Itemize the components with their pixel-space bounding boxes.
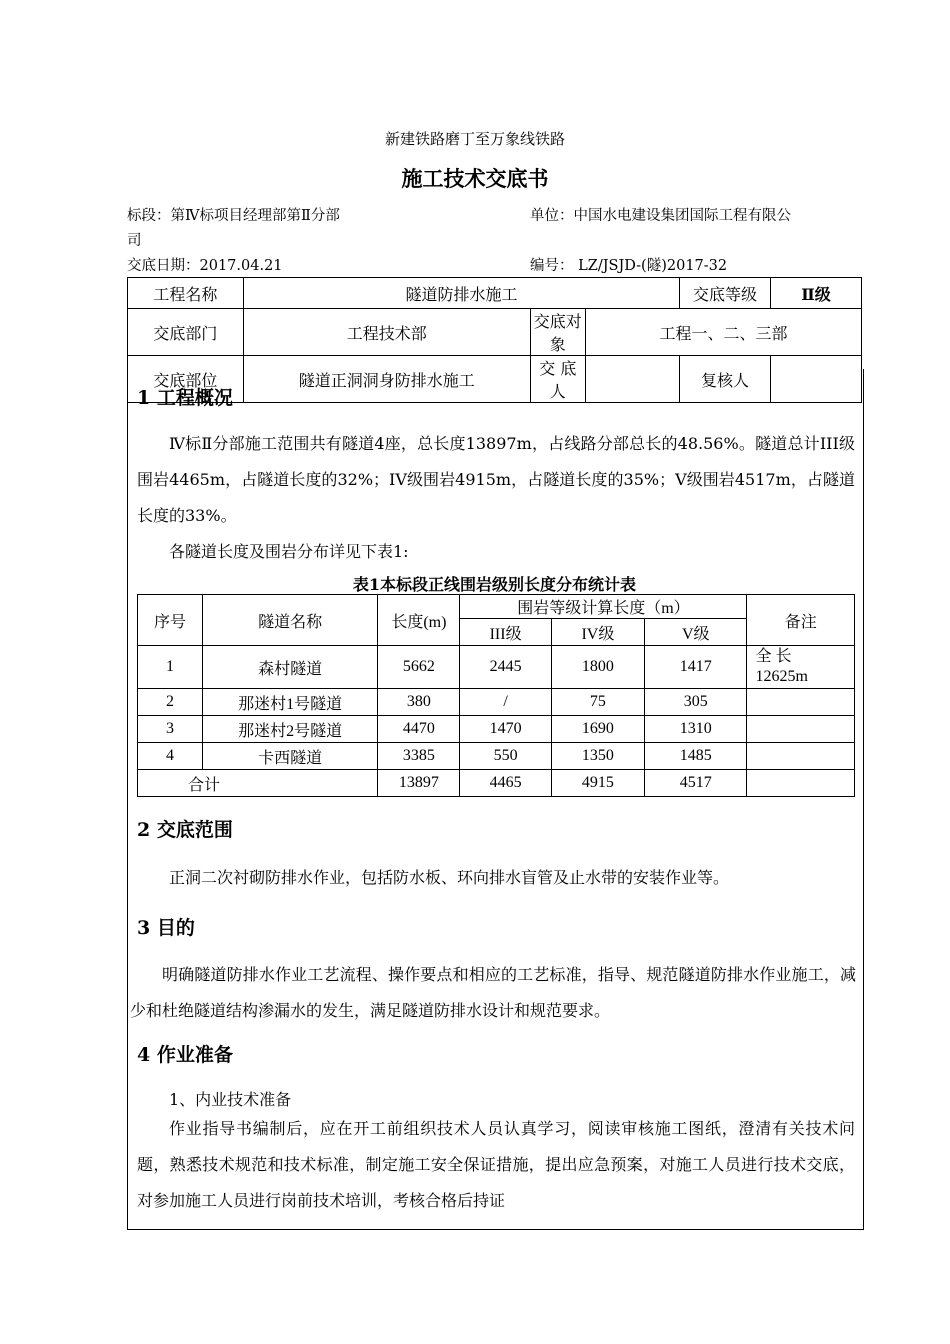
total-label: 合计 <box>138 770 378 797</box>
section-3-para: 明确隧道防排水作业工艺流程、操作要点和相应的工艺标准，指导、规范隧道防排水作业施工，减少和杜绝隧道结构渗漏水的发生，满足隧道防排水设计和规范要求。 <box>130 965 856 1020</box>
section-4-item-1: 1、内业技术准备 <box>169 1090 292 1109</box>
unit-label: 单位：中国水电建设集团国际工程有限公 <box>530 208 791 224</box>
content-box <box>127 369 864 1230</box>
section-1-para-2: 各隧道长度及围岩分布详见下表1: <box>169 542 409 561</box>
cell-iii: 1470 <box>460 716 551 743</box>
cell-length: 4470 <box>378 716 460 743</box>
cell-iv: 1800 <box>551 646 644 689</box>
table-row <box>138 716 855 743</box>
cell-length: 380 <box>378 689 460 716</box>
cell-iv: 1690 <box>551 716 644 743</box>
doc-title: 施工技术交底书 <box>401 166 549 191</box>
cell-iii: / <box>460 689 551 716</box>
table-row <box>138 689 855 716</box>
cell-note: 全 长 12625m <box>747 646 855 689</box>
cell-iv: 75 <box>551 689 644 716</box>
section-label: 标段：第Ⅳ标项目经理部第Ⅱ分部 <box>127 208 340 224</box>
cell-iii: 2445 <box>460 646 551 689</box>
doc-subtitle: 新建铁路磨丁至万象线铁路 <box>384 130 565 148</box>
table-row <box>138 646 855 689</box>
section-4-para: 作业指导书编制后，应在开工前组织技术人员认真学习，阅读审核施工图纸，澄清有关技术问题，熟悉技术规范和技术标准，制定施工安全保证措施，提出应急预案，对施工人员进行技术交底，对参加施工人员进行岗前技术培训，考核合格后持证 <box>137 1119 855 1210</box>
table-caption: 表1本标段正线围岩级别长度分布统计表 <box>352 575 637 594</box>
cell-name: 卡西隧道 <box>202 743 377 770</box>
th-name: 隧道名称 <box>202 595 377 646</box>
total-iv: 4915 <box>551 770 644 797</box>
dept-label: 交底部门 <box>128 309 244 356</box>
level-value: Ⅱ级 <box>771 278 862 309</box>
th-grade-v: V级 <box>645 619 747 646</box>
project-name: 隧道防排水施工 <box>243 278 679 309</box>
total-row <box>138 770 855 797</box>
position-label: 交底部位 <box>128 356 244 403</box>
cell-iv: 1350 <box>551 743 644 770</box>
total-v: 4517 <box>645 770 747 797</box>
cell-length: 5662 <box>378 646 460 689</box>
cell-no: 1 <box>138 646 203 689</box>
target-label: 交底对象 <box>530 309 585 356</box>
cell-name: 森村隧道 <box>202 646 377 689</box>
cell-name: 那迷村1号隧道 <box>202 689 377 716</box>
total-iii: 4465 <box>460 770 551 797</box>
cell-v: 1417 <box>645 646 747 689</box>
cell-note <box>747 743 855 770</box>
total-length: 13897 <box>378 770 460 797</box>
cell-iii: 550 <box>460 743 551 770</box>
tunnel-stats-table <box>137 594 855 797</box>
th-no: 序号 <box>138 595 203 646</box>
cell-no: 2 <box>138 689 203 716</box>
date-label: 交底日期：2017.04.21 <box>127 258 283 274</box>
table-row <box>138 743 855 770</box>
th-length: 长度(m) <box>378 595 460 646</box>
cell-v: 1485 <box>645 743 747 770</box>
unit-label-wrap: 司 <box>127 233 142 249</box>
th-rock-group: 围岩等级计算长度（m） <box>460 595 747 619</box>
section-2-para: 正洞二次衬砌防排水作业，包括防水板、环向排水盲管及止水带的安装作业等。 <box>169 868 730 887</box>
person-label: 交 底 人 <box>530 356 585 403</box>
dept-value: 工程技术部 <box>243 309 530 356</box>
project-name-label: 工程名称 <box>128 278 244 309</box>
cell-no: 4 <box>138 743 203 770</box>
cell-no: 3 <box>138 716 203 743</box>
section-3-heading: 3 目的 <box>137 917 195 939</box>
th-grade-iii: III级 <box>460 619 551 646</box>
section-4-heading: 4 作业准备 <box>137 1044 233 1066</box>
cell-note <box>747 689 855 716</box>
cell-note <box>747 716 855 743</box>
th-note: 备注 <box>747 595 855 646</box>
th-grade-iv: IV级 <box>551 619 644 646</box>
section-1-para: Ⅳ标Ⅱ分部施工范围共有隧道4座，总长度13897m，占线路分部总长的48.56%。隧道总计III级围岩4465m，占隧道长度的32%；IV级围岩4915m，占隧道长度的35%；V级围岩4517m，占隧道长度的33%。 <box>137 434 855 525</box>
total-note <box>747 770 855 797</box>
cell-name: 那迷村2号隧道 <box>202 716 377 743</box>
cell-v: 305 <box>645 689 747 716</box>
cell-length: 3385 <box>378 743 460 770</box>
position-value: 隧道正洞洞身防排水施工 <box>243 356 530 403</box>
reviewer-label: 复核人 <box>680 356 771 403</box>
section-2-heading: 2 交底范围 <box>137 819 233 841</box>
level-label: 交底等级 <box>680 278 771 309</box>
target-value: 工程一、二、三部 <box>585 309 861 356</box>
number-label: 编号： LZ/JSJD-(隧)2017-32 <box>530 258 728 274</box>
section-1-heading: 1 工程概况 <box>137 387 233 409</box>
cell-v: 1310 <box>645 716 747 743</box>
